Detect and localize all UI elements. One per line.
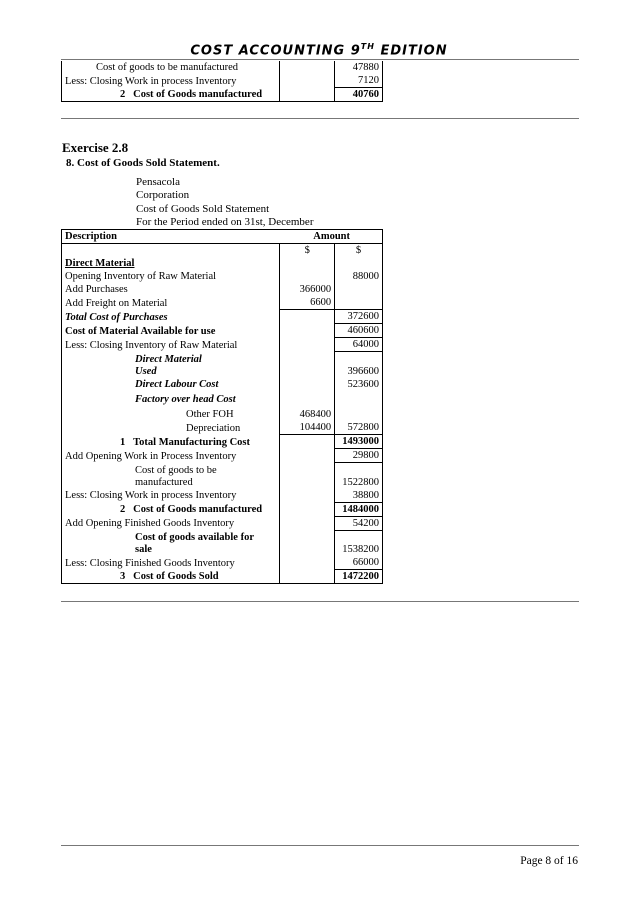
table-row: Less: Closing Finished Goods Inventory 66000: [62, 556, 383, 570]
table-row: Add Opening Work in Process Inventory 29800: [62, 449, 383, 463]
table-header-row: [62, 230, 383, 244]
page-header: COST ACCOUNTING 9TH EDITION: [190, 42, 448, 59]
col-description: Description: [62, 230, 280, 244]
table-row: Depreciation 104400 572800: [62, 421, 383, 435]
table-row: Cost of goods to be manufactured 1522800: [62, 463, 383, 489]
table-row: Add Purchases 366000: [62, 283, 383, 296]
footer-rule: [61, 845, 579, 846]
company-name-2: Corporation: [136, 189, 190, 201]
section-rule: [61, 601, 579, 602]
company-name-1: Pensacola: [136, 176, 180, 188]
exercise-subtitle: 8. Cost of Goods Sold Statement.: [66, 157, 220, 169]
header-rule: [61, 59, 579, 60]
table-row: Opening Inventory of Raw Material 88000: [62, 270, 383, 283]
cogs-table: [61, 229, 383, 584]
table-row: 1 Total Manufacturing Cost 1493000: [62, 435, 383, 449]
table-row: Cost of goods available for sale 1538200: [62, 530, 383, 556]
top-table: [61, 61, 383, 102]
section-rule: [61, 118, 579, 119]
table-row: Direct Labour Cost 523600: [62, 378, 383, 391]
table-row: Add Freight on Material 6600: [62, 296, 383, 310]
table-row: Total Cost of Purchases 372600: [62, 310, 383, 324]
table-row: Less: Closing Work in process Inventory 38800: [62, 489, 383, 503]
statement-period: For the Period ended on 31st, December: [136, 216, 314, 228]
table-row: Less: Closing Inventory of Raw Material 64000: [62, 338, 383, 352]
exercise-title: Exercise 2.8: [62, 140, 129, 155]
table-row: $ $: [62, 244, 383, 258]
page-number: Page 8 of 16: [520, 855, 578, 867]
table-row: Other FOH 468400: [62, 406, 383, 421]
table-row: Cost of Material Available for use 460600: [62, 324, 383, 338]
table-row: 2 Cost of Goods manufactured 1484000: [62, 502, 383, 516]
table-row: 2 Cost of Goods manufactured 40760: [62, 88, 383, 102]
table-row: Direct Material: [62, 257, 383, 270]
table-row: Cost of goods to be manufactured 47880: [62, 61, 383, 74]
table-row: Less: Closing Work in process Inventory 7120: [62, 74, 383, 88]
table-row: 3 Cost of Goods Sold 1472200: [62, 570, 383, 584]
table-row: Add Opening Finished Goods Inventory 54200: [62, 516, 383, 530]
table-row: Direct Material Used 396600: [62, 352, 383, 378]
statement-name: Cost of Goods Sold Statement: [136, 203, 270, 215]
table-row: Factory over head Cost: [62, 391, 383, 406]
col-amount: Amount: [280, 230, 383, 244]
